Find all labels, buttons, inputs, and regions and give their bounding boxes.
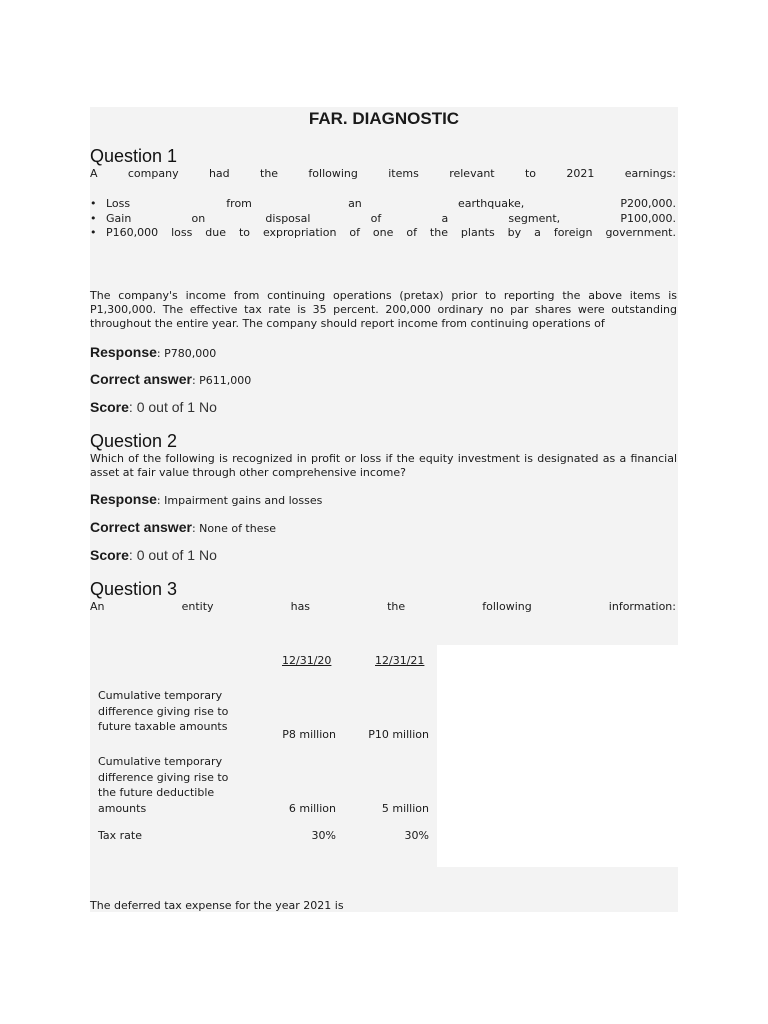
table-cell: 30% [404,829,429,842]
question-1-items [90,197,676,241]
correct-answer-label: Correct answer [90,519,192,535]
response-label: Response [90,491,157,507]
table-cell: 5 million [381,802,429,815]
question-1-response: Response: P780,000 [90,344,217,360]
question-2-body: Which of the following is recognized in profit or loss if the equity investment is designated as a financial asset at fair value through other comprehensive income? [90,452,677,480]
row-label: Cumulative temporary difference giving rise to future taxable amounts [98,689,229,733]
question-2-heading: Question 2 [90,431,178,451]
table-cell: P8 million [282,728,336,741]
table-cell: 6 million [288,802,336,815]
table-cell: 30% [311,829,336,842]
score-label: Score [90,399,129,415]
question-1-heading: Question 1 [90,146,178,166]
question-1-intro: A company had the following items relevant to 2021 earnings: [90,167,676,180]
question-3-heading: Question 3 [90,579,178,599]
list-item: • P160,000 loss due to expropriation of one of the plants by a foreign government. [90,226,676,241]
question-3-footer: The deferred tax expense for the year 2021 is [90,899,344,912]
table-blank-area [437,645,678,867]
question-2-score: Score: 0 out of 1 No [90,547,217,563]
row-label: Cumulative temporary difference giving rise to the future deductible amounts [98,755,229,815]
list-item: • Loss from an earthquake, P200,000. [90,197,676,212]
question-1-correct-answer: Correct answer: P611,000 [90,371,252,387]
score-value: 0 out of 1 No [136,399,217,415]
table-cell: P10 million [368,728,429,741]
quiz-sheet [90,107,678,912]
question-1-score: Score: 0 out of 1 No [90,399,217,415]
question-2-response: Response: Impairment gains and losses [90,491,323,507]
response-value: Impairment gains and losses [164,494,323,507]
list-item: • Gain on disposal of a segment, P100,000. [90,212,676,227]
page-title: FAR. DIAGNOSTIC [308,109,460,128]
correct-answer-value: P611,000 [199,374,252,387]
column-header: 12/31/20 [282,654,332,667]
question-2-correct-answer: Correct answer: None of these [90,519,276,535]
response-label: Response [90,344,157,360]
correct-answer-value: None of these [199,522,276,535]
question-1-body: The company's income from continuing operations (pretax) prior to reporting the above items is P1,300,000. The effective tax rate is 35 percent. 200,000 ordinary no par shares were outstanding throughout the entire year. The company should report income from continuing operations of [90,289,677,331]
response-value: P780,000 [164,347,217,360]
question-3-intro: An entity has the following information: [90,600,676,613]
correct-answer-label: Correct answer [90,371,192,387]
row-label: Tax rate [98,829,142,842]
score-value: 0 out of 1 No [136,547,217,563]
column-header: 12/31/21 [375,654,425,667]
score-label: Score [90,547,129,563]
